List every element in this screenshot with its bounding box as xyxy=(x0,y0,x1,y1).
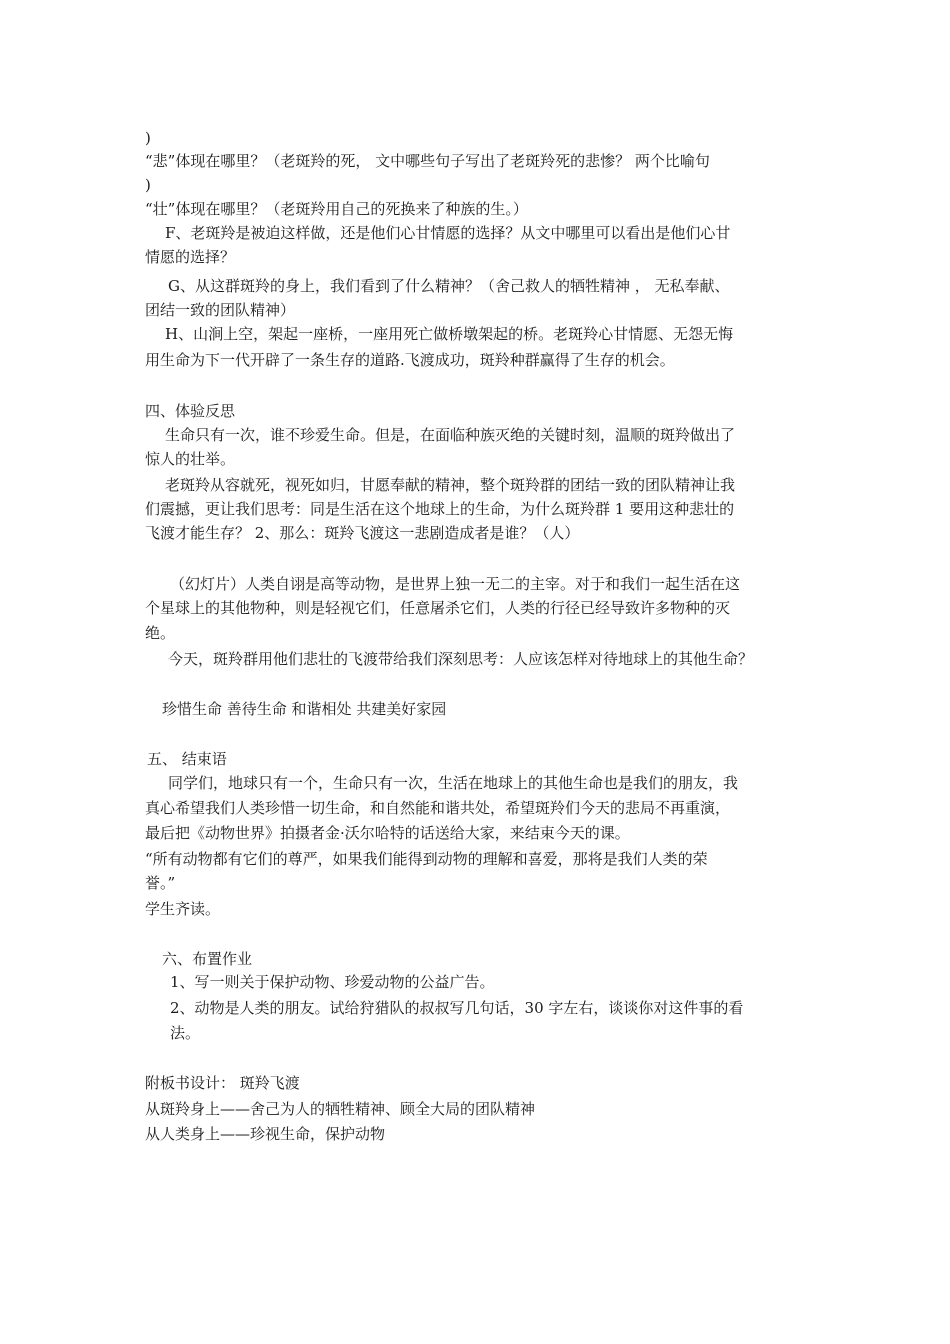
text-line: 真心希望我们人类珍惜一切生命，和自然能和谐共处，希望斑羚们今天的悲局不再重演， xyxy=(145,799,731,817)
text-line: 个星球上的其他物种，则是轻视它们，任意屠杀它们，人类的行径已经导致许多物种的灭 xyxy=(145,599,731,617)
text-line: 绝。 xyxy=(145,624,176,642)
text-line: 珍惜生命 善待生命 和谐相处 共建美好家园 xyxy=(162,700,447,718)
text-line: ) xyxy=(145,129,151,147)
text-line: 们震撼，更让我们思考：同是生活在这个地球上的生命，为什么斑羚群 1 要用这种悲壮的 xyxy=(145,500,735,518)
text-line: “悲”体现在哪里？（老斑羚的死， 文中哪些句子写出了老斑羚死的悲惨？ 两个比喻句 xyxy=(145,152,710,170)
text-line: ) xyxy=(145,176,151,194)
text-line: 学生齐读。 xyxy=(145,900,221,918)
text-line: 情愿的选择？ xyxy=(145,248,236,266)
text-line: 用生命为下一代开辟了一条生存的道路.飞渡成功，斑羚种群赢得了生存的机会。 xyxy=(145,351,675,369)
text-line: 法。 xyxy=(170,1024,201,1042)
section-heading: 五、 结束语 xyxy=(147,750,227,768)
text-line: 生命只有一次，谁不珍爱生命。但是，在面临种族灭绝的关键时刻，温顺的斑羚做出了 xyxy=(165,426,736,444)
text-line: 惊人的壮举。 xyxy=(145,450,236,468)
text-line: 誉。” xyxy=(145,874,176,892)
text-line: F、老斑羚是被迫这样做，还是他们心甘情愿的选择？从文中哪里可以看出是他们心甘 xyxy=(165,224,731,242)
section-heading: 四、体验反思 xyxy=(145,402,236,420)
text-line: 从斑羚身上——舍己为人的牺牲精神、顾全大局的团队精神 xyxy=(145,1100,536,1118)
text-line: 团结一致的团队精神） xyxy=(145,301,296,319)
text-line: 2、动物是人类的朋友。试给狩猎队的叔叔写几句话，30 字左右，谈谈你对这件事的看 xyxy=(170,999,744,1017)
text-line: 附板书设计： 斑羚飞渡 xyxy=(145,1074,300,1092)
text-line: “所有动物都有它们的尊严，如果我们能得到动物的理解和喜爱，那将是我们人类的荣 xyxy=(145,850,708,868)
text-line: 今天，斑羚群用他们悲壮的飞渡带给我们深刻思考：人应该怎样对待地球上的其他生命？ xyxy=(168,650,754,668)
text-line: 1、写一则关于保护动物、珍爱动物的公益广告。 xyxy=(170,973,495,991)
text-line: 从人类身上——珍视生命，保护动物 xyxy=(145,1125,386,1143)
text-line: “壮”体现在哪里？（老斑羚用自己的死换来了种族的生。） xyxy=(145,200,528,218)
text-line: （幻灯片）人类自诩是高等动物，是世界上独一无二的主宰。对于和我们一起生活在这 xyxy=(170,575,741,593)
text-line: 同学们，地球只有一个，生命只有一次，生活在地球上的其他生命也是我们的朋友，我 xyxy=(168,774,739,792)
text-line: 老斑羚从容就死，视死如归，甘愿奉献的精神，整个斑羚群的团结一致的团队精神让我 xyxy=(165,476,736,494)
section-heading: 六、布置作业 xyxy=(162,950,253,968)
text-line: H、山涧上空，架起一座桥，一座用死亡做桥墩架起的桥。老斑羚心甘情愿、无怨无悔 xyxy=(165,325,734,343)
text-line: G、从这群斑羚的身上，我们看到了什么精神？（舍己救人的牺牲精神 ， 无私奉献、 xyxy=(168,277,730,295)
text-line: 飞渡才能生存？ 2、那么：斑羚飞渡这一悲剧造成者是谁？（人） xyxy=(145,524,580,542)
text-line: 最后把《动物世界》拍摄者金·沃尔哈特的话送给大家，来结束今天的课。 xyxy=(145,824,630,842)
